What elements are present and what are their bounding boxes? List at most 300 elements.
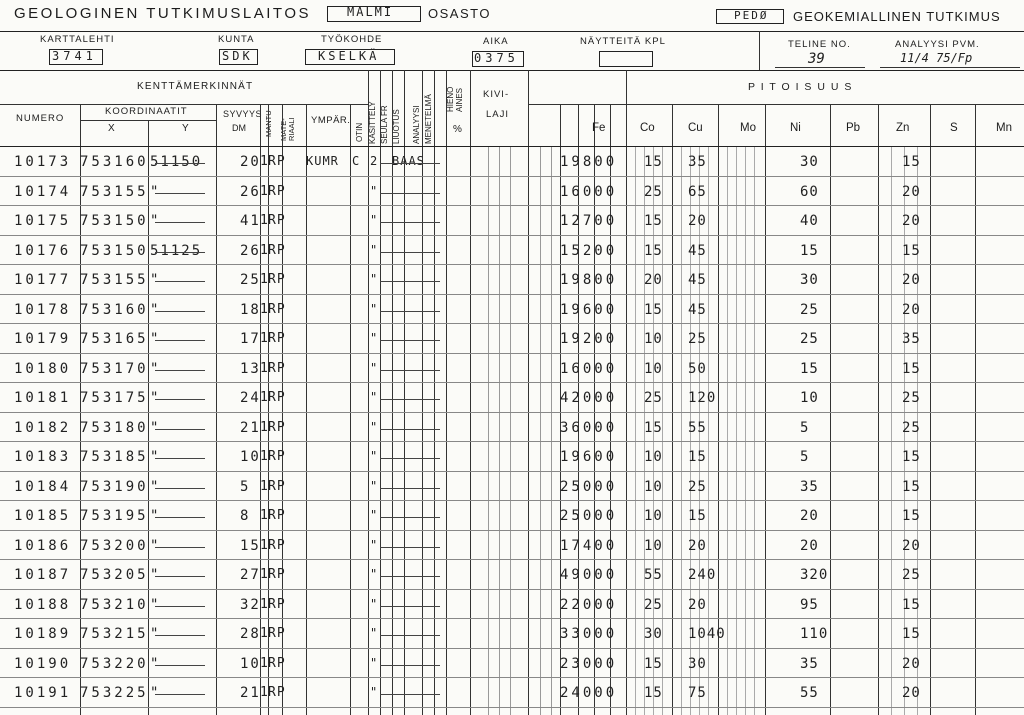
depth-cell: 10 xyxy=(240,449,261,465)
depth-cell: 8 xyxy=(240,508,251,524)
cu-value: 120 xyxy=(688,390,717,406)
dash-stroke xyxy=(155,458,205,459)
ni-value: 55 xyxy=(800,685,819,701)
y-coordinate-cell: " xyxy=(150,685,161,701)
dm-header: DM xyxy=(232,123,246,133)
dash-stroke xyxy=(155,517,205,518)
y-coordinate-cell: " xyxy=(150,301,161,318)
material-cell: RP xyxy=(268,596,286,612)
kasittely-cell: " xyxy=(370,508,378,522)
element-header-pb: Pb xyxy=(846,122,861,134)
numero-cell: 10182 xyxy=(14,419,72,436)
zn-value: 20 xyxy=(902,301,921,318)
zn-value: 20 xyxy=(902,685,921,701)
x-coordinate-cell: 753200 xyxy=(80,537,149,554)
dash-stroke xyxy=(155,340,205,341)
zn-value: 20 xyxy=(902,655,921,672)
numero-cell: 10190 xyxy=(14,655,72,672)
x-coordinate-cell: 753155 xyxy=(80,183,149,200)
cu-value: 15 xyxy=(688,508,707,524)
element-header-ni: Ni xyxy=(790,122,801,134)
dash-stroke xyxy=(155,222,205,223)
mantu-cell: 1 xyxy=(260,626,268,641)
x-coordinate-cell: 753195 xyxy=(80,508,149,524)
mantu-cell: 1 xyxy=(260,596,268,612)
cu-value: 15 xyxy=(688,449,707,465)
dash-stroke xyxy=(155,252,205,253)
x-coordinate-cell: 753190 xyxy=(80,478,149,495)
fe-value: 42000 xyxy=(560,390,618,406)
teline-value: 39 xyxy=(808,51,825,67)
y-coordinate-cell: " xyxy=(150,537,161,554)
zn-value: 15 xyxy=(902,449,921,465)
co-value: 15 xyxy=(644,242,663,259)
numero-cell: 10180 xyxy=(14,360,72,377)
laji-header: LAJI xyxy=(486,109,510,120)
y-header: Y xyxy=(182,123,189,134)
x-coordinate-cell: 753165 xyxy=(80,331,149,347)
mantu-cell: 1 xyxy=(260,655,268,671)
kasittely-cell: " xyxy=(370,331,378,345)
fe-value: 33000 xyxy=(560,626,618,642)
co-value: 15 xyxy=(644,154,663,170)
x-header: X xyxy=(108,123,115,134)
table-row xyxy=(0,471,1024,501)
dash-stroke xyxy=(380,429,440,430)
y-coordinate-cell: " xyxy=(150,596,161,613)
x-coordinate-cell: 753150 xyxy=(80,242,149,259)
material-cell: RP xyxy=(268,272,286,287)
dash-stroke xyxy=(155,547,205,548)
mantu-cell: 1 xyxy=(260,242,268,258)
ni-value: 15 xyxy=(800,242,819,259)
aika-label: AIKA xyxy=(483,36,509,47)
zn-value: 15 xyxy=(902,596,921,613)
y-coordinate-cell: " xyxy=(150,183,161,200)
fe-value: 23000 xyxy=(560,655,618,672)
co-value: 10 xyxy=(644,478,663,495)
kunta-value: SDK xyxy=(222,49,253,63)
numero-cell: 10185 xyxy=(14,508,72,524)
fe-value: 25000 xyxy=(560,508,618,524)
dash-stroke xyxy=(380,694,440,695)
depth-cell: 10 xyxy=(240,655,261,672)
dash-stroke xyxy=(155,311,205,312)
depth-cell: 13 xyxy=(240,360,261,377)
y-coordinate-cell: " xyxy=(150,213,161,229)
material-cell: RP xyxy=(268,183,286,199)
material-cell: RP xyxy=(268,478,286,494)
material-cell: RP xyxy=(268,626,286,641)
dash-stroke xyxy=(155,163,205,164)
dash-stroke xyxy=(380,399,440,400)
element-header-s: S xyxy=(950,122,958,134)
ni-value: 30 xyxy=(800,272,819,288)
otin-cell: C xyxy=(352,154,360,168)
numero-cell: 10191 xyxy=(14,685,72,701)
dash-stroke xyxy=(155,429,205,430)
ni-value: 20 xyxy=(800,537,819,554)
x-coordinate-cell: 753160 xyxy=(80,154,149,170)
depth-cell: 26 xyxy=(240,183,261,200)
kenttamerkinnat-heading: KENTTÄMERKINNÄT xyxy=(137,81,254,92)
dash-stroke xyxy=(380,281,440,282)
zn-value: 15 xyxy=(902,242,921,259)
dash-stroke xyxy=(380,163,440,164)
zn-value: 35 xyxy=(902,331,921,347)
mantu-cell: 1 xyxy=(260,390,268,405)
kasittely-cell: " xyxy=(370,183,378,198)
cu-value: 1040 xyxy=(688,626,726,642)
y-coordinate-cell: " xyxy=(150,449,161,465)
depth-cell: 21 xyxy=(240,685,261,701)
kasittely-cell: " xyxy=(370,596,378,611)
material-cell: RP xyxy=(268,331,286,346)
x-coordinate-cell: 753160 xyxy=(80,301,149,318)
y-coordinate-cell: " xyxy=(150,655,161,672)
mantu-cell: 1 xyxy=(260,537,268,553)
zn-value: 15 xyxy=(902,508,921,524)
mantu-cell: 1 xyxy=(260,508,268,523)
dash-stroke xyxy=(155,694,205,695)
cu-value: 30 xyxy=(688,655,707,672)
ni-value: 20 xyxy=(800,508,819,524)
fe-value: 36000 xyxy=(560,419,618,436)
y-coordinate-cell: " xyxy=(150,272,161,288)
element-header-zn: Zn xyxy=(896,122,910,134)
osasto-label: OSASTO xyxy=(428,6,491,21)
seula-header: SEULA FR xyxy=(380,105,389,144)
depth-cell: 18 xyxy=(240,301,261,318)
fe-value: 49000 xyxy=(560,567,618,583)
liuotus-cell: BAAS xyxy=(392,154,425,168)
kasittely-cell: " xyxy=(370,626,378,640)
ni-value: 30 xyxy=(800,154,819,170)
table-row xyxy=(0,618,1024,648)
ni-value: 40 xyxy=(800,213,819,229)
co-value: 10 xyxy=(644,537,663,554)
mantu-cell: 1 xyxy=(260,331,268,346)
mantu-cell: 1 xyxy=(260,449,268,464)
dash-stroke xyxy=(380,606,440,607)
y-coordinate-cell: 51150 xyxy=(150,154,203,170)
x-coordinate-cell: 753170 xyxy=(80,360,149,377)
element-header-mo: Mo xyxy=(740,122,756,134)
depth-cell: 15 xyxy=(240,537,261,554)
cu-value: 20 xyxy=(688,537,707,554)
zn-value: 15 xyxy=(902,478,921,495)
x-coordinate-cell: 753150 xyxy=(80,213,149,229)
institute-title: GEOLOGINEN TUTKIMUSLAITOS xyxy=(14,5,311,22)
kasittely-cell: " xyxy=(370,360,378,375)
mantu-header: MANTU xyxy=(264,110,273,137)
dash-stroke xyxy=(155,281,205,282)
depth-cell: 41 xyxy=(240,213,261,229)
zn-value: 20 xyxy=(902,213,921,229)
material-cell: RP xyxy=(268,390,286,405)
fe-value: 19200 xyxy=(560,331,618,347)
co-value: 15 xyxy=(644,301,663,318)
x-coordinate-cell: 753210 xyxy=(80,596,149,613)
analyysi-col-header: ANALYYSI xyxy=(412,105,421,144)
cu-value: 45 xyxy=(688,272,707,288)
teline-underline xyxy=(775,67,865,68)
cu-value: 20 xyxy=(688,596,707,613)
kasittely-header: KÄSITTELY xyxy=(368,101,377,144)
fe-value: 19600 xyxy=(560,449,618,465)
material-cell: RP xyxy=(268,242,286,258)
kasittely-cell: " xyxy=(370,301,378,316)
header-rule xyxy=(0,31,1024,32)
osasto-value: MALMI xyxy=(347,5,394,19)
numero-cell: 10187 xyxy=(14,567,72,583)
depth-cell: 17 xyxy=(240,331,261,347)
fe-value: 19800 xyxy=(560,154,618,170)
y-coordinate-cell: " xyxy=(150,567,161,583)
numero-cell: 10189 xyxy=(14,626,72,642)
element-header-fe: Fe xyxy=(592,122,606,134)
cu-value: 25 xyxy=(688,331,707,347)
table-row xyxy=(0,648,1024,678)
numero-cell: 10175 xyxy=(14,213,72,229)
kasittely-cell: " xyxy=(370,655,378,670)
karttalehti-value: 3741 xyxy=(52,49,97,63)
liuotus-header: LIUOTUS xyxy=(392,109,401,144)
numero-cell: 10188 xyxy=(14,596,72,613)
x-coordinate-cell: 753180 xyxy=(80,419,149,436)
co-value: 30 xyxy=(644,626,663,642)
hieno-header: HIENO xyxy=(446,86,455,112)
numero-cell: 10174 xyxy=(14,183,72,200)
fe-value: 16000 xyxy=(560,183,618,200)
cu-value: 75 xyxy=(688,685,707,701)
material-cell: RP xyxy=(268,301,286,317)
mantu-cell: 1 xyxy=(260,478,268,494)
numero-cell: 10177 xyxy=(14,272,72,288)
dash-stroke xyxy=(155,576,205,577)
ni-value: 95 xyxy=(800,596,819,613)
kasittely-cell: 2 xyxy=(370,154,378,168)
zn-value: 20 xyxy=(902,183,921,200)
material-cell: RP xyxy=(268,685,286,700)
table-row xyxy=(0,264,1024,294)
table-row xyxy=(0,176,1024,206)
material-cell: RP xyxy=(268,449,286,464)
mantu-cell: 1 xyxy=(260,360,268,376)
ni-value: 35 xyxy=(800,478,819,495)
depth-cell: 32 xyxy=(240,596,261,613)
fe-value: 16000 xyxy=(560,360,618,377)
cu-value: 55 xyxy=(688,419,707,436)
material-cell: RP xyxy=(268,567,286,582)
y-coordinate-cell: " xyxy=(150,390,161,406)
table-row xyxy=(0,323,1024,353)
co-value: 10 xyxy=(644,508,663,524)
co-value: 15 xyxy=(644,655,663,672)
x-coordinate-cell: 753215 xyxy=(80,626,149,642)
x-coordinate-cell: 753175 xyxy=(80,390,149,406)
depth-cell: 20 xyxy=(240,154,261,170)
zn-value: 15 xyxy=(902,154,921,170)
depth-cell: 25 xyxy=(240,272,261,288)
material-cell: RP xyxy=(268,213,286,228)
numero-cell: 10179 xyxy=(14,331,72,347)
cu-value: 35 xyxy=(688,154,707,170)
zn-value: 25 xyxy=(902,419,921,436)
depth-cell: 21 xyxy=(240,419,261,436)
co-value: 25 xyxy=(644,390,663,406)
co-value: 15 xyxy=(644,419,663,436)
teline-label: TELINE NO. xyxy=(788,39,851,50)
ympar-header: YMPÄR. xyxy=(311,115,351,126)
table-row xyxy=(0,500,1024,530)
zn-value: 15 xyxy=(902,626,921,642)
tyokohde-value: KSELKÄ xyxy=(318,49,380,63)
element-header-co: Co xyxy=(640,122,655,134)
depth-cell: 28 xyxy=(240,626,261,642)
x-coordinate-cell: 753185 xyxy=(80,449,149,465)
mantu-cell: 1 xyxy=(260,685,268,700)
depth-cell: 27 xyxy=(240,567,261,583)
ni-value: 320 xyxy=(800,567,829,583)
co-value: 10 xyxy=(644,331,663,347)
table-row xyxy=(0,146,1024,176)
dash-stroke xyxy=(380,222,440,223)
dash-stroke xyxy=(155,606,205,607)
dash-stroke xyxy=(380,576,440,577)
dash-stroke xyxy=(380,517,440,518)
x-coordinate-cell: 753220 xyxy=(80,655,149,672)
fe-value: 12700 xyxy=(560,213,618,229)
zn-value: 20 xyxy=(902,272,921,288)
numero-cell: 10186 xyxy=(14,537,72,554)
mantu-cell: 1 xyxy=(260,213,268,228)
y-coordinate-cell: " xyxy=(150,331,161,347)
material-cell: RP xyxy=(268,655,286,671)
element-header-mn: Mn xyxy=(996,122,1012,134)
kasittely-cell: " xyxy=(370,213,378,227)
co-value: 10 xyxy=(644,360,663,377)
dash-stroke xyxy=(380,458,440,459)
mantu-cell: 1 xyxy=(260,154,268,169)
kasittely-cell: " xyxy=(370,419,378,434)
table-row xyxy=(0,235,1024,265)
ympar-cell: KUMR xyxy=(306,154,339,168)
otin-header: OTIN xyxy=(355,122,364,142)
dash-stroke xyxy=(380,370,440,371)
analyysi-label: ANALYYSI PVM. xyxy=(895,39,980,50)
karttalehti-label: KARTTALEHTI xyxy=(40,34,115,45)
mantu-cell: 1 xyxy=(260,567,268,582)
zn-value: 25 xyxy=(902,390,921,406)
ni-value: 10 xyxy=(800,390,819,406)
menetelma-header: MENETELMÄ xyxy=(424,94,433,144)
ni-value: 5 xyxy=(800,419,810,436)
ni-value: 15 xyxy=(800,360,819,377)
mantu-cell: 1 xyxy=(260,419,268,435)
co-value: 25 xyxy=(644,183,663,200)
dash-stroke xyxy=(155,370,205,371)
depth-cell: 26 xyxy=(240,242,261,259)
cu-value: 45 xyxy=(688,301,707,318)
co-value: 55 xyxy=(644,567,663,583)
co-value: 20 xyxy=(644,272,663,288)
material-cell: RP xyxy=(268,154,286,169)
table-row xyxy=(0,412,1024,442)
numero-cell: 10184 xyxy=(14,478,72,495)
zn-value: 15 xyxy=(902,360,921,377)
table-row xyxy=(0,677,1024,707)
co-value: 15 xyxy=(644,685,663,701)
y-coordinate-cell: " xyxy=(150,626,161,642)
analyysi-value: 11/4 75/Fp xyxy=(900,51,973,65)
info-divider xyxy=(759,31,760,70)
naytteita-label: NÄYTTEITÄ KPL xyxy=(580,36,666,47)
dept-title: GEOKEMIALLINEN TUTKIMUS xyxy=(793,9,1001,24)
mantu-cell: 1 xyxy=(260,183,268,199)
kasittely-cell: " xyxy=(370,567,378,581)
fe-value: 22000 xyxy=(560,596,618,613)
dash-stroke xyxy=(380,635,440,636)
dash-stroke xyxy=(155,665,205,666)
aika-value: 0375 xyxy=(474,51,519,65)
syvyys-header: SYVYYS xyxy=(223,109,263,119)
table-top-rule xyxy=(0,70,1024,71)
y-coordinate-cell: " xyxy=(150,508,161,524)
dash-stroke xyxy=(380,193,440,194)
naytteita-box xyxy=(599,51,653,67)
kasittely-cell: " xyxy=(370,537,378,552)
dash-stroke xyxy=(155,635,205,636)
material-cell: RP xyxy=(268,537,286,553)
kasittely-cell: " xyxy=(370,478,378,493)
table-row xyxy=(0,382,1024,412)
row-rule xyxy=(0,707,1024,708)
dash-stroke xyxy=(155,193,205,194)
co-value: 15 xyxy=(644,213,663,229)
kasittely-cell: " xyxy=(370,685,378,699)
analyysi-underline xyxy=(880,67,1020,68)
y-coordinate-cell: " xyxy=(150,360,161,377)
table-row xyxy=(0,530,1024,560)
ni-value: 35 xyxy=(800,655,819,672)
fe-value: 15200 xyxy=(560,242,618,259)
cu-value: 25 xyxy=(688,478,707,495)
kunta-label: KUNTA xyxy=(218,34,255,45)
ni-value: 110 xyxy=(800,626,829,642)
table-row xyxy=(0,589,1024,619)
percent-header: % xyxy=(453,124,462,135)
dash-stroke xyxy=(380,340,440,341)
ni-value: 60 xyxy=(800,183,819,200)
numero-cell: 10183 xyxy=(14,449,72,465)
pitoisuus-rule xyxy=(528,104,1024,105)
kasittely-cell: " xyxy=(370,449,378,463)
field-header-rule xyxy=(0,104,368,105)
dash-stroke xyxy=(155,399,205,400)
x-coordinate-cell: 753155 xyxy=(80,272,149,288)
ni-value: 5 xyxy=(800,449,810,465)
dept-code: PEDØ xyxy=(734,9,769,22)
cu-value: 50 xyxy=(688,360,707,377)
tyokohde-label: TYÖKOHDE xyxy=(321,34,383,45)
x-coordinate-cell: 753205 xyxy=(80,567,149,583)
ni-value: 25 xyxy=(800,331,819,347)
y-coordinate-cell: " xyxy=(150,419,161,436)
mantu-cell: 1 xyxy=(260,301,268,317)
y-coordinate-cell: 51125 xyxy=(150,242,203,259)
dash-stroke xyxy=(380,665,440,666)
